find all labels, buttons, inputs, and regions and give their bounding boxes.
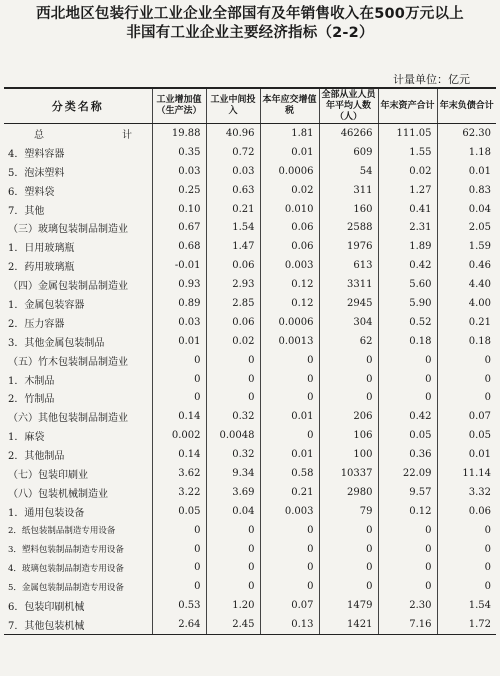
cell-total-liabilities: 0.18 <box>437 332 496 351</box>
row-category-name: 5．金属包装制品制造专用设备 <box>8 582 124 593</box>
cell-total-assets: 0 <box>378 558 437 577</box>
cell-employees: 1976 <box>319 237 378 256</box>
row-category-name: 7．其他 <box>8 205 45 217</box>
cell-total-assets: 1.27 <box>378 181 437 200</box>
row-category-name: 2．竹制品 <box>8 394 55 406</box>
row-category-name: 2．纸包装制品制造专用设备 <box>8 526 116 537</box>
title-line-1: 西北地区包装行业工业企业全部国有及年销售收入在500万元以上 <box>36 6 464 22</box>
row-category-name: 2．药用玻璃瓶 <box>8 262 75 274</box>
cell-intermediate-input: 1.47 <box>206 237 260 256</box>
cell-vat-payable: 0.0006 <box>260 162 319 181</box>
row-category-name: 3．塑料包装制品制造专用设备 <box>8 545 124 556</box>
cell-value-added: 2.64 <box>152 615 206 634</box>
table-row <box>4 332 496 351</box>
table-row <box>4 218 496 237</box>
header-total-liabilities: 年末负债合计 <box>437 88 496 124</box>
row-category-name: （八）包装机械制造业 <box>8 488 108 500</box>
cell-total-assets: 1.89 <box>378 237 437 256</box>
table-row <box>4 426 496 445</box>
cell-vat-payable: 0.13 <box>260 615 319 634</box>
cell-total-assets: 0.05 <box>378 426 437 445</box>
cell-intermediate-input: 0 <box>206 351 260 370</box>
cell-total-liabilities: 0 <box>437 370 496 389</box>
cell-vat-payable: 0.01 <box>260 407 319 426</box>
row-category-name: 3．其他金属包装制品 <box>8 337 105 349</box>
cell-vat-payable: 0 <box>260 426 319 445</box>
cell-total-assets: 0.18 <box>378 332 437 351</box>
cell-vat-payable: 0 <box>260 388 319 407</box>
cell-value-added: 19.88 <box>152 124 206 143</box>
cell-total-liabilities: 0.01 <box>437 445 496 464</box>
cell-value-added: 0.25 <box>152 181 206 200</box>
cell-intermediate-input: 0.32 <box>206 445 260 464</box>
cell-intermediate-input: 1.20 <box>206 596 260 615</box>
cell-employees: 2980 <box>319 483 378 502</box>
cell-total-assets: 111.05 <box>378 124 437 143</box>
cell-total-liabilities: 1.72 <box>437 615 496 634</box>
table-row <box>4 370 496 389</box>
cell-vat-payable: 0.58 <box>260 464 319 483</box>
unit-label: 计量单位：亿元 <box>393 73 470 86</box>
cell-value-added: 0.53 <box>152 596 206 615</box>
cell-total-assets: 2.31 <box>378 218 437 237</box>
cell-total-liabilities: 0 <box>437 577 496 596</box>
header-category: 分类名称 <box>4 88 152 124</box>
cell-value-added: 3.62 <box>152 464 206 483</box>
cell-total-liabilities: 0.05 <box>437 426 496 445</box>
cell-value-added: 0 <box>152 558 206 577</box>
cell-intermediate-input: 3.69 <box>206 483 260 502</box>
row-category-name: 4．塑料容器 <box>8 148 65 160</box>
cell-intermediate-input: 40.96 <box>206 124 260 143</box>
cell-value-added: 0.35 <box>152 143 206 162</box>
cell-total-assets: 0.02 <box>378 162 437 181</box>
cell-value-added: 0.89 <box>152 294 206 313</box>
economic-indicators-table <box>4 87 496 635</box>
cell-employees: 79 <box>319 502 378 521</box>
cell-intermediate-input: 0.03 <box>206 162 260 181</box>
table-row <box>4 294 496 313</box>
cell-employees: 106 <box>319 426 378 445</box>
header-vat-payable: 本年应交增值税 <box>260 88 319 124</box>
cell-vat-payable: 0.01 <box>260 445 319 464</box>
table-row <box>4 181 496 200</box>
table-row <box>4 445 496 464</box>
cell-intermediate-input: 2.93 <box>206 275 260 294</box>
cell-employees: 62 <box>319 332 378 351</box>
cell-vat-payable: 0.21 <box>260 483 319 502</box>
table-row <box>4 313 496 332</box>
row-category-name: 1．麻袋 <box>8 432 45 444</box>
cell-vat-payable: 0.003 <box>260 256 319 275</box>
cell-intermediate-input: 0 <box>206 370 260 389</box>
cell-vat-payable: 0.0006 <box>260 313 319 332</box>
cell-employees: 609 <box>319 143 378 162</box>
cell-intermediate-input: 9.34 <box>206 464 260 483</box>
table-body <box>4 124 496 635</box>
cell-total-assets: 0 <box>378 521 437 540</box>
table-row <box>4 407 496 426</box>
cell-employees: 46266 <box>319 124 378 143</box>
cell-employees: 2588 <box>319 218 378 237</box>
table-row <box>4 351 496 370</box>
title-line-2: 非国有工业企业主要经济指标（2-2） <box>126 25 374 41</box>
cell-total-assets: 0.41 <box>378 200 437 219</box>
cell-total-assets: 1.55 <box>378 143 437 162</box>
cell-vat-payable: 0.07 <box>260 596 319 615</box>
row-category-name: 7．其他包装机械 <box>4 615 152 634</box>
table-row <box>4 558 496 577</box>
row-category-name: 6．塑料袋 <box>8 186 55 198</box>
cell-employees: 0 <box>319 351 378 370</box>
table-row <box>4 200 496 219</box>
table-row <box>4 521 496 540</box>
cell-intermediate-input: 0.32 <box>206 407 260 426</box>
row-category-name: 2．压力容器 <box>8 318 65 330</box>
cell-employees: 2945 <box>319 294 378 313</box>
cell-value-added: -0.01 <box>152 256 206 275</box>
cell-intermediate-input: 0.02 <box>206 332 260 351</box>
cell-total-liabilities: 1.59 <box>437 237 496 256</box>
table-row <box>4 464 496 483</box>
cell-employees: 3311 <box>319 275 378 294</box>
row-category-name: （七）包装印刷业 <box>8 469 88 481</box>
cell-employees: 0 <box>319 521 378 540</box>
row-category-name: 总 计 <box>34 129 166 141</box>
row-category-name: 2．其他制品 <box>8 451 65 463</box>
cell-total-liabilities: 0 <box>437 558 496 577</box>
cell-vat-payable: 0 <box>260 370 319 389</box>
cell-total-liabilities: 0.21 <box>437 313 496 332</box>
cell-total-assets: 5.90 <box>378 294 437 313</box>
cell-total-assets: 0 <box>378 577 437 596</box>
cell-value-added: 0.93 <box>152 275 206 294</box>
header-row <box>4 88 496 124</box>
cell-vat-payable: 1.81 <box>260 124 319 143</box>
cell-total-assets: 0.12 <box>378 502 437 521</box>
table-row <box>4 502 496 521</box>
cell-vat-payable: 0 <box>260 540 319 559</box>
row-category-name: 1．木制品 <box>8 375 55 387</box>
header-total-assets: 年末资产合计 <box>378 88 437 124</box>
row-category-name: 4．玻璃包装制品制造专用设备 <box>8 563 124 574</box>
cell-total-assets: 22.09 <box>378 464 437 483</box>
cell-employees: 311 <box>319 181 378 200</box>
cell-total-liabilities: 0.07 <box>437 407 496 426</box>
table-row <box>4 483 496 502</box>
cell-vat-payable: 0.01 <box>260 143 319 162</box>
cell-vat-payable: 0.12 <box>260 275 319 294</box>
cell-total-liabilities: 3.32 <box>437 483 496 502</box>
cell-employees: 0 <box>319 540 378 559</box>
cell-vat-payable: 0.0013 <box>260 332 319 351</box>
cell-total-liabilities: 1.54 <box>437 596 496 615</box>
cell-total-liabilities: 0 <box>437 540 496 559</box>
cell-employees: 160 <box>319 200 378 219</box>
cell-total-liabilities: 0.01 <box>437 162 496 181</box>
cell-total-assets: 0.42 <box>378 256 437 275</box>
cell-vat-payable: 0 <box>260 521 319 540</box>
cell-total-liabilities: 62.30 <box>437 124 496 143</box>
cell-intermediate-input: 0.21 <box>206 200 260 219</box>
cell-total-liabilities: 0 <box>437 388 496 407</box>
cell-total-assets: 7.16 <box>378 615 437 634</box>
cell-vat-payable: 0.003 <box>260 502 319 521</box>
row-category-name: 1．通用包装设备 <box>8 507 85 519</box>
cell-employees: 10337 <box>319 464 378 483</box>
table-row <box>4 124 496 143</box>
cell-intermediate-input: 0.06 <box>206 256 260 275</box>
cell-value-added: 0.002 <box>152 426 206 445</box>
header-intermediate-input: 工业中间投入 <box>206 88 260 124</box>
cell-employees: 0 <box>319 577 378 596</box>
cell-intermediate-input: 0.0048 <box>206 426 260 445</box>
cell-total-liabilities: 1.18 <box>437 143 496 162</box>
cell-total-liabilities: 4.00 <box>437 294 496 313</box>
cell-value-added: 0 <box>152 540 206 559</box>
cell-total-assets: 0 <box>378 370 437 389</box>
cell-employees: 0 <box>319 370 378 389</box>
cell-total-assets: 5.60 <box>378 275 437 294</box>
cell-value-added: 0.03 <box>152 313 206 332</box>
cell-intermediate-input: 2.85 <box>206 294 260 313</box>
table-row <box>4 388 496 407</box>
header-employees: 全部从业人员年平均人数（人） <box>319 88 378 124</box>
cell-total-assets: 0.52 <box>378 313 437 332</box>
cell-total-liabilities: 4.40 <box>437 275 496 294</box>
cell-employees: 0 <box>319 388 378 407</box>
cell-total-liabilities: 0 <box>437 351 496 370</box>
cell-total-liabilities: 0.83 <box>437 181 496 200</box>
cell-value-added: 3.22 <box>152 483 206 502</box>
cell-vat-payable: 0 <box>260 577 319 596</box>
cell-value-added: 0 <box>152 351 206 370</box>
table-row <box>4 596 496 615</box>
cell-intermediate-input: 1.54 <box>206 218 260 237</box>
cell-value-added: 0 <box>152 577 206 596</box>
cell-employees: 54 <box>319 162 378 181</box>
cell-employees: 100 <box>319 445 378 464</box>
cell-intermediate-input: 0 <box>206 558 260 577</box>
table-row <box>4 615 496 634</box>
cell-total-assets: 2.30 <box>378 596 437 615</box>
cell-value-added: 0.10 <box>152 200 206 219</box>
cell-value-added: 0.03 <box>152 162 206 181</box>
row-category-name: （五）竹木包装制品制造业 <box>8 356 128 368</box>
cell-intermediate-input: 0.04 <box>206 502 260 521</box>
table-row <box>4 237 496 256</box>
cell-total-liabilities: 0.06 <box>437 502 496 521</box>
cell-total-assets: 0 <box>378 351 437 370</box>
cell-value-added: 0.01 <box>152 332 206 351</box>
cell-intermediate-input: 0.06 <box>206 313 260 332</box>
row-category-name: 6．包装印刷机械 <box>8 602 85 614</box>
cell-value-added: 0 <box>152 521 206 540</box>
cell-total-liabilities: 0.04 <box>437 200 496 219</box>
cell-intermediate-input: 0 <box>206 540 260 559</box>
cell-value-added: 0.67 <box>152 218 206 237</box>
cell-total-assets: 0.42 <box>378 407 437 426</box>
cell-vat-payable: 0.010 <box>260 200 319 219</box>
cell-total-liabilities: 0.46 <box>437 256 496 275</box>
row-category-name: 5．泡沫塑料 <box>8 167 65 179</box>
cell-total-assets: 0 <box>378 388 437 407</box>
cell-employees: 1421 <box>319 615 378 634</box>
cell-value-added: 0.05 <box>152 502 206 521</box>
cell-total-liabilities: 11.14 <box>437 464 496 483</box>
cell-vat-payable: 0.02 <box>260 181 319 200</box>
table-row <box>4 540 496 559</box>
row-category-name: （四）金属包装制品制造业 <box>8 281 128 293</box>
cell-vat-payable: 0.12 <box>260 294 319 313</box>
table-row <box>4 256 496 275</box>
cell-intermediate-input: 0 <box>206 521 260 540</box>
table-title <box>0 0 500 43</box>
cell-value-added: 0.14 <box>152 407 206 426</box>
cell-intermediate-input: 0.63 <box>206 181 260 200</box>
header-value-added: 工业增加值（生产法） <box>152 88 206 124</box>
cell-intermediate-input: 2.45 <box>206 615 260 634</box>
cell-employees: 1479 <box>319 596 378 615</box>
row-category-name: （六）其他包装制品制造业 <box>8 413 128 425</box>
row-category-name: 1．日用玻璃瓶 <box>8 243 75 255</box>
cell-total-assets: 9.57 <box>378 483 437 502</box>
cell-value-added: 0 <box>152 370 206 389</box>
cell-vat-payable: 0 <box>260 351 319 370</box>
cell-vat-payable: 0 <box>260 558 319 577</box>
cell-intermediate-input: 0.72 <box>206 143 260 162</box>
table-row <box>4 162 496 181</box>
row-category-name: （三）玻璃包装制品制造业 <box>8 224 128 236</box>
cell-value-added: 0 <box>152 388 206 407</box>
cell-total-liabilities: 0 <box>437 521 496 540</box>
cell-vat-payable: 0.06 <box>260 237 319 256</box>
cell-employees: 304 <box>319 313 378 332</box>
cell-intermediate-input: 0 <box>206 577 260 596</box>
table-row <box>4 275 496 294</box>
cell-intermediate-input: 0 <box>206 388 260 407</box>
cell-employees: 206 <box>319 407 378 426</box>
table-row <box>4 143 496 162</box>
cell-employees: 613 <box>319 256 378 275</box>
cell-total-assets: 0 <box>378 540 437 559</box>
row-category-name: 1．金属包装容器 <box>8 299 85 311</box>
cell-total-liabilities: 2.05 <box>437 218 496 237</box>
cell-total-assets: 0.36 <box>378 445 437 464</box>
cell-value-added: 0.68 <box>152 237 206 256</box>
table-row <box>4 577 496 596</box>
cell-vat-payable: 0.06 <box>260 218 319 237</box>
cell-value-added: 0.14 <box>152 445 206 464</box>
cell-employees: 0 <box>319 558 378 577</box>
